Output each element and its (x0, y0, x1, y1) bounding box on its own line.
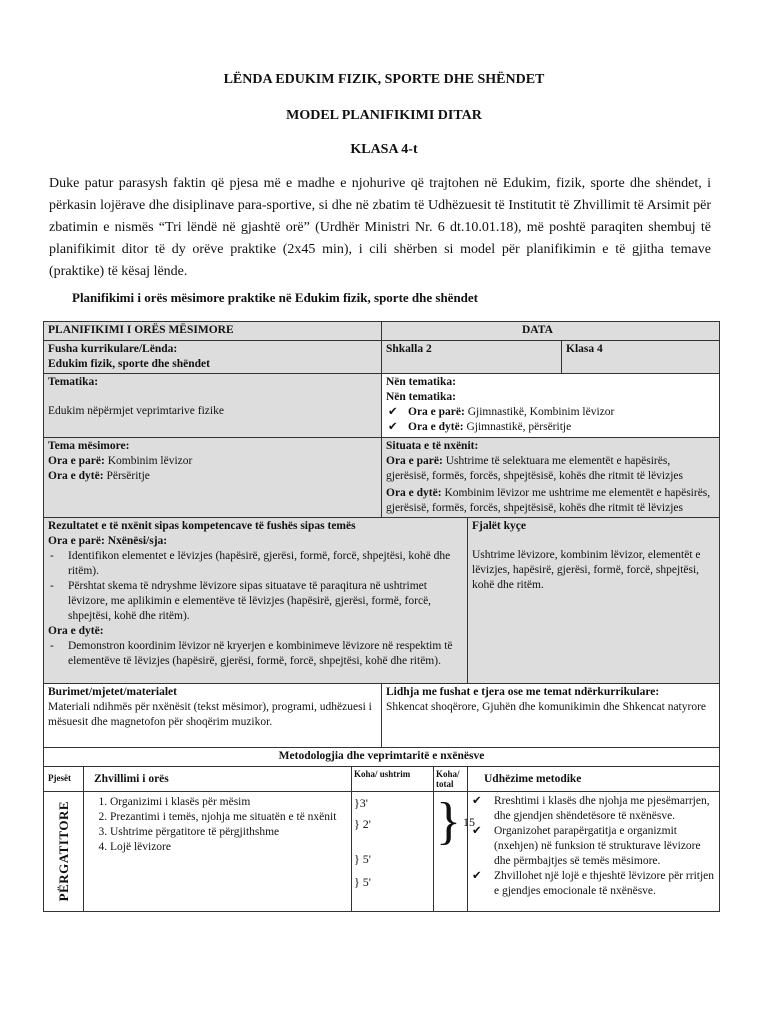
col-time-exercise-label: Koha/ ushtrim (354, 769, 411, 779)
check-icon: ✔ (472, 870, 482, 882)
intro-paragraph: Duke patur parasysh faktin që pjesa më e madhe e njohurive që trajtohen në Edukim, fizik, sporte dhe shëndet, i përkasin lojërave dhe disiplinave para-sportive, si dhe në zbatim të Udhëzuesit të Institutit të Zhvillimit të Arsimit për zbatimin e nismës “Tri lëndë në gjashtë orë” (Urdhër Ministri Nr. 6 dt.10.01.18), më poshtë paraqiten shembuj të planifikimit ditor të dy orëve praktike (2x45 min), i cili shërben si model për planifikimin e të gjitha temave (praktike) të kësaj lënde. (49, 176, 711, 279)
field-value: Edukim fizik, sporte dhe shëndet (48, 358, 210, 370)
list-item: - Demonstron koordinim lëvizor në kryerjen e kombinimeve lëvizore në respektim të elementëve të lëvizjes (hapësirë, gjerësi, formë, forcë, shpejtësi, kohë dhe ritëm). (48, 639, 463, 669)
list-item: 2. Prezantimi i temës, njohja me situatën e të nxënit (110, 810, 347, 825)
theme-cell (44, 374, 382, 438)
check-icon: ✔ (472, 825, 482, 837)
col-parts-label: Pjesët (48, 773, 71, 783)
check-icon: ✔ (388, 421, 398, 433)
section-preparatory (44, 792, 84, 912)
results-label: Rezultatet e të nxënit sipas kompetencave të fushës sipas temës (48, 520, 356, 532)
col-time-total-label: Koha/ total (436, 769, 460, 789)
subtheme-1-value: Gjimnastikë, Kombinim lëvizor (464, 406, 615, 418)
list-item: - Identifikon elementet e lëvizjes (hapësirë, gjerësi, formë, forcë, shpejtësi, kohë dhe ritëm). (48, 549, 463, 579)
topic-2-value: Përsëritje (103, 470, 150, 482)
links-value: Shkencat shoqërore, Gjuhën dhe komunikimin dhe Shkencat natyrore (386, 701, 707, 713)
grade-cell (562, 341, 720, 374)
situation-1-value: Ushtrime të selektuara me elementët e hapësirës, gjerësisë, formës, forcës, shpejtësisë, kohës dhe ritmit të lëvizjes (386, 455, 683, 482)
col-guidance (468, 767, 720, 792)
theme-label: Tematika: (48, 376, 99, 388)
methodology-label: Metodologjia dhe veprimtaritë e nxënësve (278, 750, 485, 762)
subtheme-item (386, 405, 715, 420)
subtheme-2-value: Gjimnastikë, përsëritje (463, 421, 572, 433)
results-1-list (48, 549, 463, 624)
links-label: Lidhja me fushat e tjera ose me temat ndërkurrikulare: (386, 686, 660, 698)
level-value: Shkalla 2 (386, 343, 432, 355)
plan-subheading: Planifikimi i orës mësimore praktike në Edukim fizik, sporte dhe shëndet (72, 290, 479, 305)
situation-cell (382, 438, 720, 518)
level-cell (382, 341, 562, 374)
list-item: 1. Organizimi i klasës për mësim (110, 795, 347, 810)
methodology-cell (44, 748, 720, 767)
subtheme-cell (382, 374, 720, 438)
steps-list (88, 795, 347, 855)
results-1-label: Ora e parë: Nxënësi/sja: (48, 535, 168, 547)
check-icon: ✔ (472, 795, 482, 807)
section-preparatory-label: PËRGATITORE (56, 801, 71, 902)
plan-title-cell (44, 322, 382, 341)
grade-value: Klasa 4 (566, 343, 603, 355)
theme-value: Edukim nëpërmjet veprimtarive fizike (48, 405, 224, 417)
document-model-title: MODEL PLANIFIKIMI DITAR (286, 108, 482, 123)
topic-2-label: Ora e dytë: (48, 470, 104, 482)
time-value: } 5' (354, 852, 371, 866)
col-time-exercise (352, 767, 434, 792)
check-icon: ✔ (388, 406, 398, 418)
keywords-cell (468, 518, 720, 684)
situation-1-label: Ora e parë: (386, 455, 443, 467)
col-guidance-label: Udhëzime metodike (484, 773, 582, 785)
time-total-cell (434, 792, 475, 912)
guidance-text: Organizohet parapërgatitja e organizmit (nxehjen) në funksion të strukturave lëvizore dhe përmbajtjes së temës mësimore. (494, 825, 701, 867)
list-item: 3. Ushtrime përgatitore të përgjithshme (110, 825, 347, 840)
situation-2-value: Kombinim lëvizor me ushtrime me elementët e hapësirës, gjerësisë, formës, forcës, shpejtësisë, kohës dhe ritmit të lëvizjes (386, 487, 711, 514)
list-item: - Përshtat skema të ndryshme lëvizore sipas situatave të paraqitura në ushtrimet lëvizore, me aplikimin e elementëve të lëvizjes (hapësirë, gjerësi, formë, forcë, shpejtësi, kohë dhe ritëm). (48, 579, 463, 624)
steps-cell (84, 792, 352, 912)
subtheme-label-repeat: Nën tematika: (386, 391, 456, 403)
list-item: 4. Lojë lëvizore (110, 840, 347, 855)
plan-title: PLANIFIKIMI I ORËS MËSIMORE (48, 324, 234, 336)
col-development-label: Zhvillimi i orës (94, 773, 169, 785)
guidance-list (472, 794, 715, 899)
time-value: } 5' (354, 875, 371, 889)
col-time-total (434, 767, 468, 792)
topic-1-value: Kombinim lëvizor (104, 455, 193, 467)
keywords-label: Fjalët kyçe (472, 520, 526, 532)
subtheme-item (386, 420, 715, 435)
keywords-value: Ushtrime lëvizore, kombinim lëvizor, elementët e lëvizjes, hapësirë, gjerësi, formë, forcë, shpejtësi, kohë dhe ritëm. (472, 549, 701, 591)
list-item (472, 824, 715, 869)
topic-1-label: Ora e parë: (48, 455, 105, 467)
topic-label: Tema mësimore: (48, 440, 130, 452)
list-item (472, 794, 715, 824)
situation-2-label: Ora e dytë: (386, 487, 442, 499)
brace-icon: } (436, 793, 461, 850)
time-value: }3' (354, 796, 368, 810)
guidance-text: Rreshtimi i klasës dhe njohja me pjesëmarrjen, dhe gjendjen shëndetësore të nxënësve. (494, 795, 710, 822)
time-value: } 2' (354, 817, 371, 831)
field-cell (44, 341, 382, 374)
guidance-cell (468, 792, 720, 912)
subtheme-2-label: Ora e dytë: (408, 421, 464, 433)
situation-label: Situata e të nxënit: (386, 440, 479, 452)
subtheme-1-label: Ora e parë: (408, 406, 465, 418)
document-subject: LËNDA EDUKIM FIZIK, SPORTE DHE SHËNDET (223, 72, 545, 87)
lesson-plan-table (43, 321, 720, 912)
col-parts (44, 767, 84, 792)
guidance-text: Zhvillohet një lojë e thjeshtë lëvizore për rritjen e gjendjes emocionale të nxënësve. (494, 870, 715, 897)
date-cell (382, 322, 720, 341)
topic-cell (44, 438, 382, 518)
results-2-list (48, 639, 463, 669)
time-total-value: 15 (462, 814, 475, 829)
resources-value: Materiali ndihmës për nxënësit (tekst mësimor), programi, udhëzuesi i mësuesit dhe magnetofon për shoqërim muzikor. (48, 701, 372, 728)
col-development (84, 767, 352, 792)
time-exercise-cell (352, 792, 434, 912)
document-class: KLASA 4-t (350, 142, 418, 157)
resources-cell (44, 684, 382, 748)
subtheme-label: Nën tematika: (386, 376, 456, 388)
resources-label: Burimet/mjetet/materialet (48, 686, 177, 698)
date-label: DATA (522, 324, 553, 336)
links-cell (382, 684, 720, 748)
list-item (472, 869, 715, 899)
results-2-label: Ora e dytë: (48, 625, 104, 637)
results-cell (44, 518, 468, 684)
field-label: Fusha kurrikulare/Lënda: (48, 343, 178, 355)
